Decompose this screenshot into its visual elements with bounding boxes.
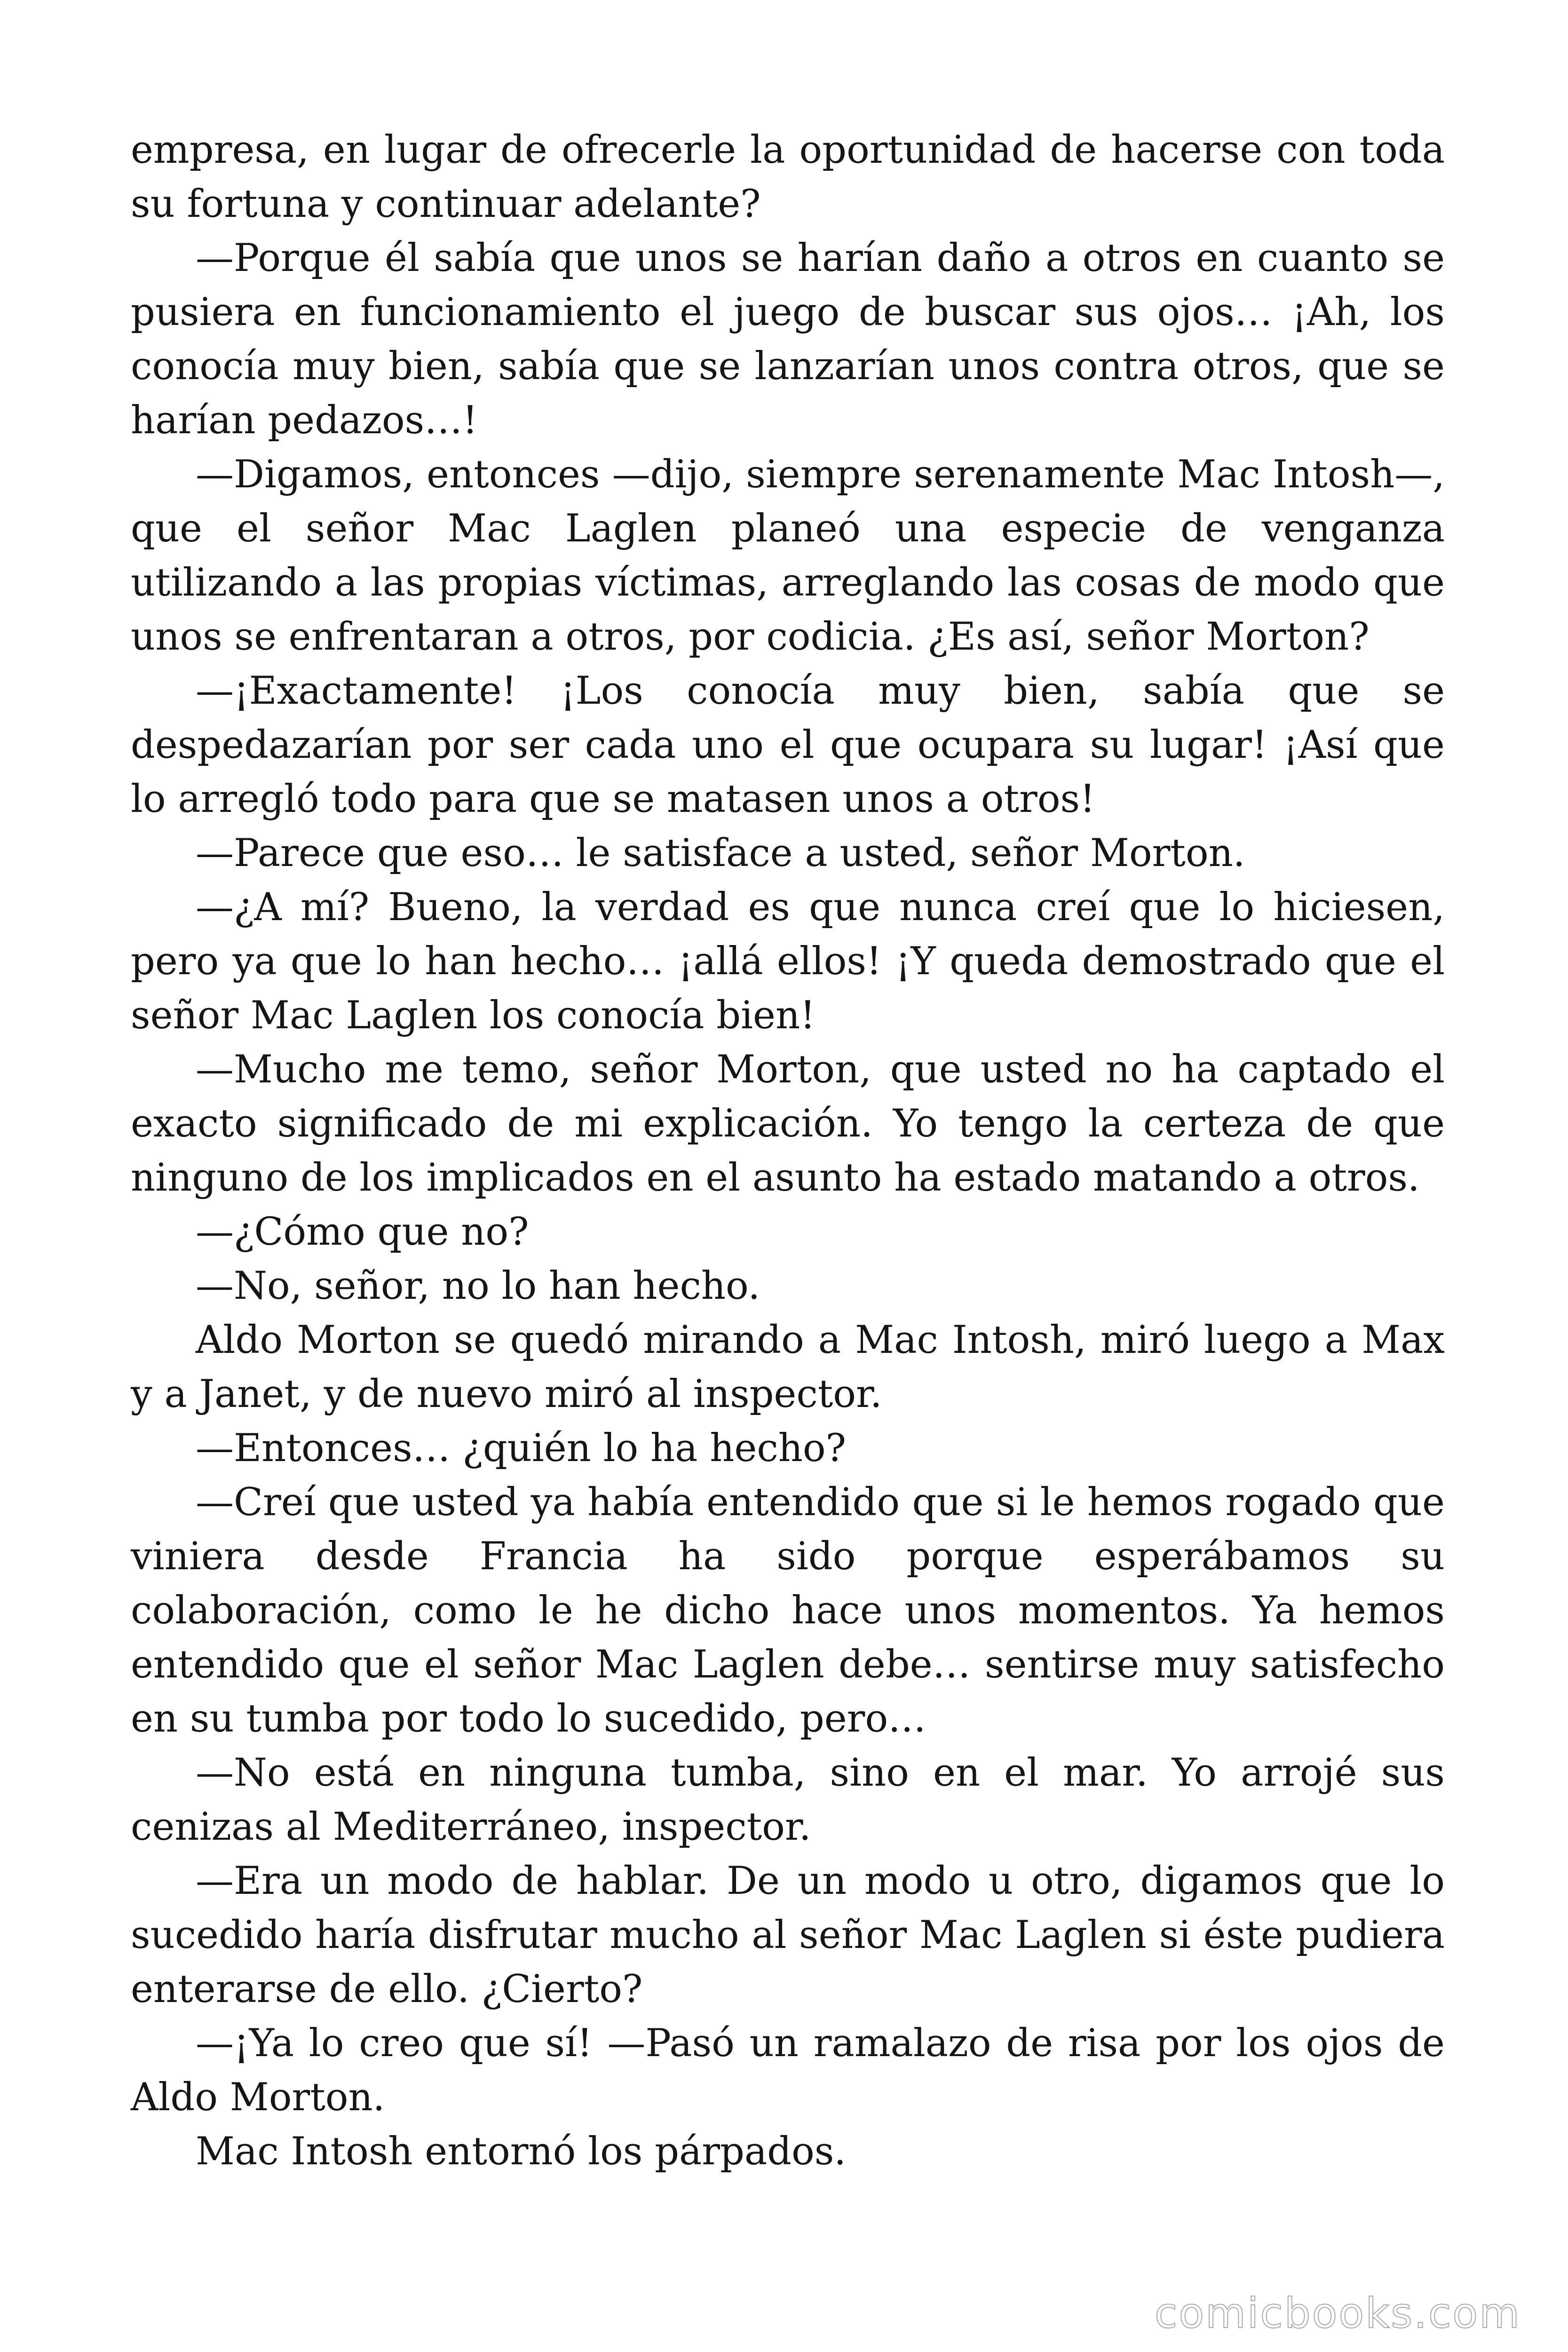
paragraph-10: Aldo Morton se quedó mirando a Mac Intosh, miró luego a Max y a Janet, y de nuevo miró al inspector. [131, 1318, 1445, 1416]
paragraph-15: —¡Ya lo creo que sí! —Pasó un ramalazo de risa por los ojos de Aldo Morton. [131, 2021, 1445, 2120]
paragraph-14: —Era un modo de hablar. De un modo u otro, digamos que lo sucedido haría disfrutar mucho al señor Mac Laglen si éste pudiera enterarse de ello. ¿Cierto? [131, 1859, 1445, 2011]
paragraph-16: Mac Intosh entornó los párpados. [196, 2130, 847, 2174]
paragraph-9: —No, señor, no lo han hecho. [196, 1264, 760, 1308]
paragraph-2: —Porque él sabía que unos se harían daño a otros en cuanto se pusiera en funcionamiento el juego de buscar sus ojos… ¡Ah, los conocía muy bien, sabía que se lanzarían unos contra otros, que se harían pedazos…! [131, 236, 1445, 443]
paragraph-7: —Mucho me temo, señor Morton, que usted no ha captado el exacto significado de mi explicación. Yo tengo la certeza de que ninguno de los implicados en el asunto ha estado matando a otros. [131, 1048, 1445, 1200]
paragraph-5: —Parece que eso… le satisface a usted, señor Morton. [196, 831, 1245, 875]
paragraph-12: —Creí que usted ya había entendido que si le hemos rogado que viniera desde Francia ha sido porque esperábamos su colaboración, como le he dicho hace unos momentos. Ya hemos entendido que el señor Mac Laglen debe… sentirse muy satisfecho en su tumba por todo lo sucedido, pero… [131, 1480, 1445, 1741]
paragraph-13: —No está en ninguna tumba, sino en el mar. Yo arrojé sus cenizas al Mediterráneo, inspector. [131, 1751, 1445, 1849]
paragraph-8: —¿Cómo que no? [196, 1210, 529, 1254]
paragraph-3: —Digamos, entonces —dijo, siempre serenamente Mac Intosh—, que el señor Mac Laglen planeó una especie de venganza utilizando a las propias víctimas, arreglando las cosas de modo que unos se enfrentaran a otros, por codicia. ¿Es así, señor Morton? [131, 453, 1445, 659]
paragraph-1: empresa, en lugar de ofrecerle la oportunidad de hacerse con toda su fortuna y continuar adelante? [131, 128, 1445, 226]
paragraph-11: —Entonces… ¿quién lo ha hecho? [196, 1426, 847, 1470]
watermark-logo: comicbooks.com [1154, 2289, 1521, 2337]
page-body-text [131, 123, 1445, 2179]
paragraph-6: —¿A mí? Bueno, la verdad es que nunca creí que lo hiciesen, pero ya que lo han hecho… ¡allá ellos! ¡Y queda demostrado que el señor Mac Laglen los conocía bien! [131, 885, 1445, 1038]
paragraph-4: —¡Exactamente! ¡Los conocía muy bien, sabía que se despedazarían por ser cada uno el que ocupara su lugar! ¡Así que lo arregló todo para que se matasen unos a otros! [131, 669, 1445, 821]
